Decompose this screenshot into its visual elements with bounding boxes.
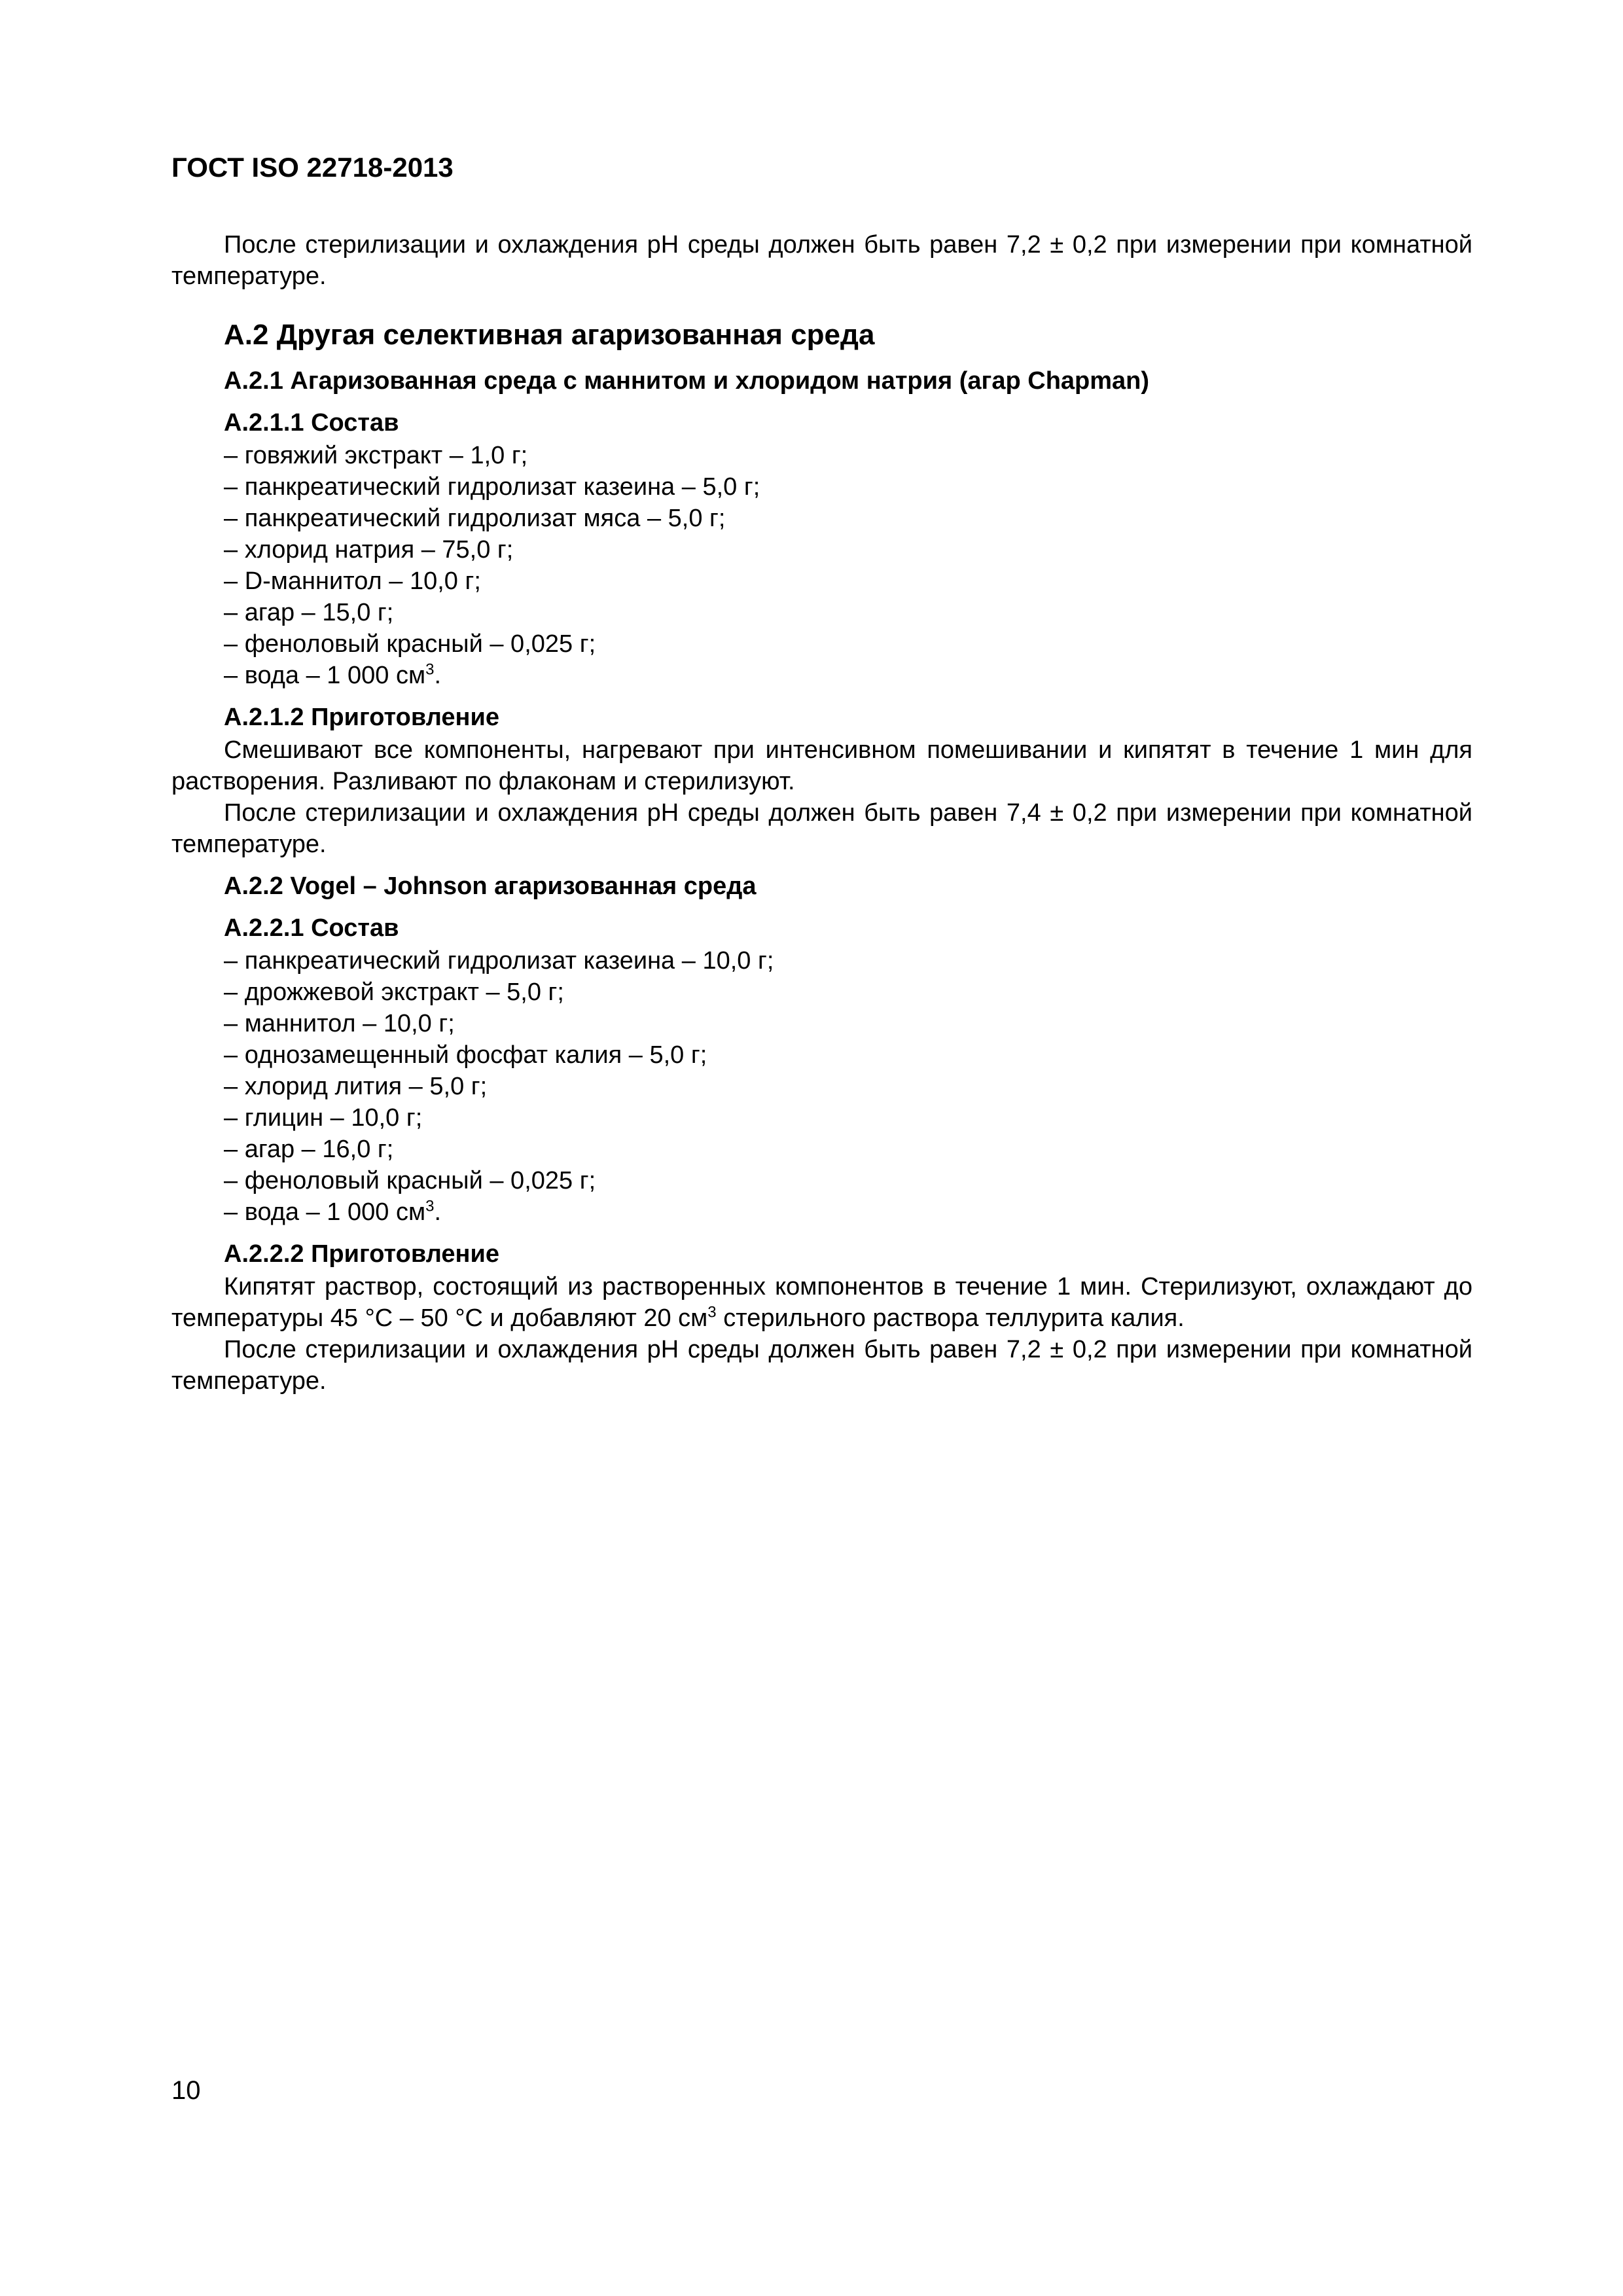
- list-item-water: [224, 1196, 1472, 1228]
- document-body: [171, 229, 1472, 1397]
- superscript: 3: [425, 1197, 435, 1215]
- list-item: – говяжий экстракт – 1,0 г;: [224, 442, 528, 469]
- list-item: – маннитол – 10,0 г;: [224, 1010, 455, 1037]
- section-a212-title: A.2.1.2 Приготовление: [224, 704, 499, 731]
- list-item: – панкреатический гидролизат казеина – 10,0 г;: [224, 947, 774, 975]
- section-a222-title: A.2.2.2 Приготовление: [224, 1240, 499, 1268]
- list-item: – панкреатический гидролизат мяса – 5,0 г;: [224, 505, 726, 532]
- list-item: – однозамещенный фосфат калия – 5,0 г;: [224, 1041, 707, 1069]
- section-a211-title: A.2.1.1 Состав: [224, 409, 399, 437]
- preparation-paragraph-1: Смешивают все компоненты, нагревают при интенсивном помешивании и кипятят в течение 1 мин для растворения. Разливают по флаконам и стерилизуют.: [171, 736, 1472, 795]
- list-item: – хлорид лития – 5,0 г;: [224, 1073, 488, 1100]
- water-end: .: [434, 662, 442, 689]
- superscript: 3: [707, 1303, 717, 1321]
- superscript: 3: [425, 660, 435, 679]
- section-a2-title: A.2 Другая селективная агаризованная среда: [224, 319, 875, 351]
- section-a21-title: A.2.1 Агаризованная среда с маннитом и хлоридом натрия (агар Chapman): [224, 367, 1150, 395]
- list-item: – агар – 16,0 г;: [224, 1136, 394, 1163]
- list-item: – панкреатический гидролизат казеина – 5,0 г;: [224, 473, 760, 501]
- list-item: – феноловый красный – 0,025 г;: [224, 630, 596, 658]
- list-item: – феноловый красный – 0,025 г;: [224, 1167, 596, 1194]
- preparation-paragraph-2: После стерилизации и охлаждения pH среды должен быть равен 7,2 ± 0,2 при измерении при комнатной температуре.: [171, 1336, 1472, 1395]
- document-header: ГОСТ ISO 22718-2013: [171, 152, 454, 183]
- list-item: – хлорид натрия – 75,0 г;: [224, 536, 514, 564]
- list-item: – глицин – 10,0 г;: [224, 1104, 423, 1132]
- preparation-paragraph-2: После стерилизации и охлаждения pH среды должен быть равен 7,4 ± 0,2 при измерении при комнатной температуре.: [171, 799, 1472, 858]
- water-text: – вода – 1 000 см: [224, 662, 426, 689]
- intro-paragraph: После стерилизации и охлаждения pH среды должен быть равен 7,2 ± 0,2 при измерении при комнатной температуре.: [171, 231, 1472, 290]
- preparation-paragraph-1: [171, 1271, 1472, 1334]
- preparation-text-b: стерильного раствора теллурита калия.: [716, 1304, 1185, 1332]
- water-text: – вода – 1 000 см: [224, 1198, 426, 1226]
- list-item: – агар – 15,0 г;: [224, 599, 394, 626]
- ingredient-list-a211: [171, 440, 1472, 691]
- ingredient-list-a221: [171, 945, 1472, 1228]
- list-item: – D-маннитол – 10,0 г;: [224, 567, 481, 595]
- water-end: .: [434, 1198, 442, 1226]
- list-item: – дрожжевой экстракт – 5,0 г;: [224, 978, 564, 1006]
- preparation-text-a: Кипятят раствор, состоящий из растворенных компонентов в течение 1 мин. Стерилизуют, охлаждают до температуры 45 °C – 50 °C и добавляют 20 см: [171, 1273, 1472, 1332]
- section-a221-title: A.2.2.1 Состав: [224, 914, 399, 942]
- section-a22-title: A.2.2 Vogel – Johnson агаризованная среда: [224, 872, 757, 900]
- list-item-water: [224, 660, 1472, 691]
- page-number: 10: [171, 2076, 201, 2105]
